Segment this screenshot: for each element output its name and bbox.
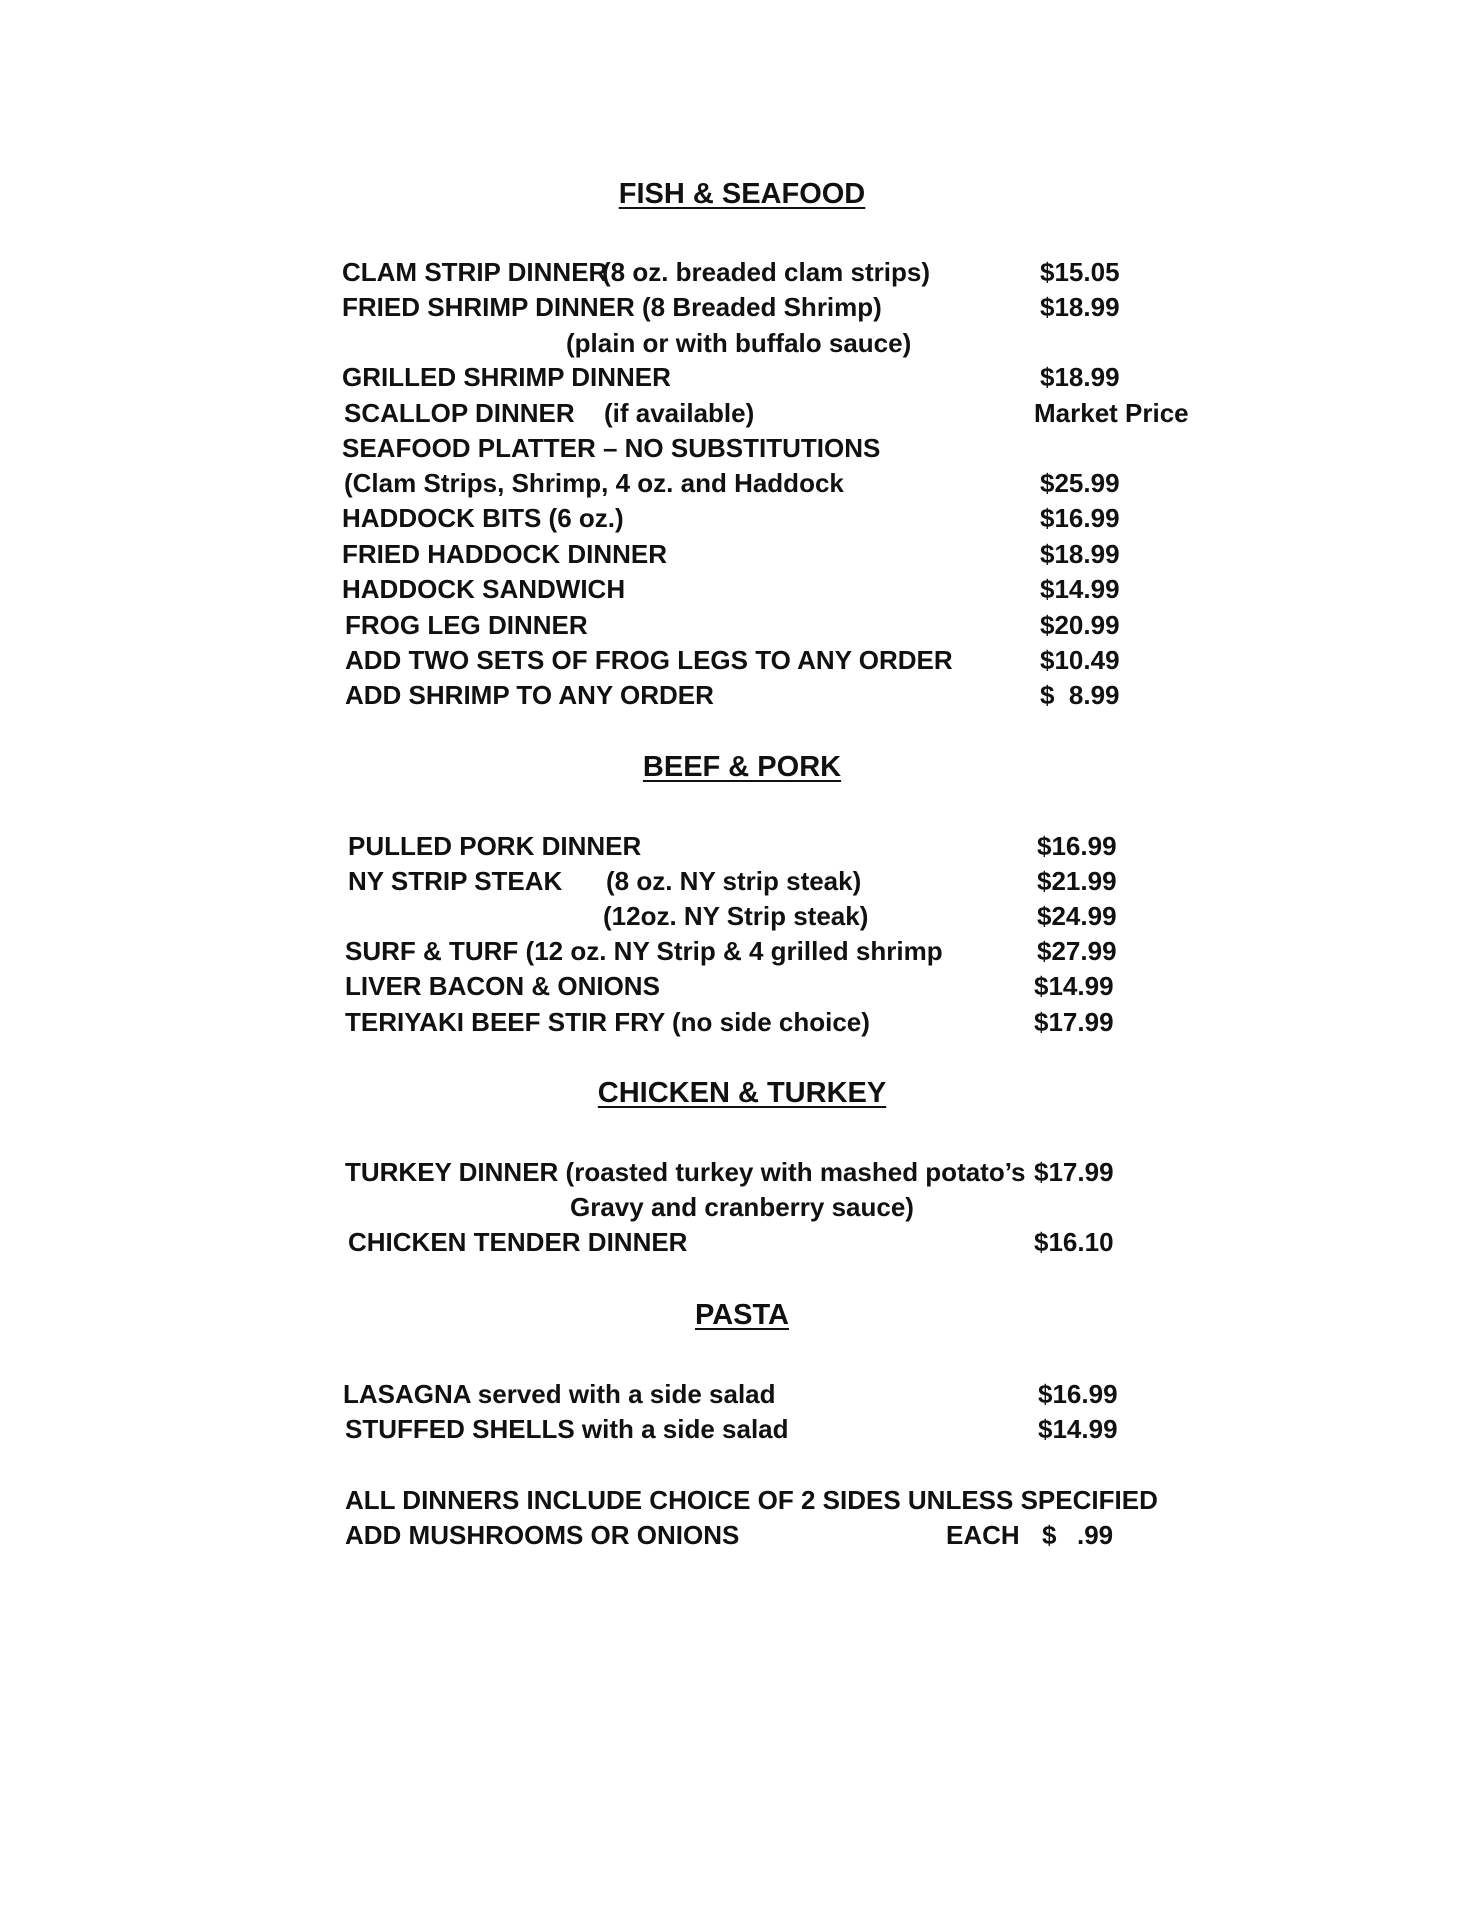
footer-addon-label: ADD MUSHROOMS OR ONIONS	[345, 1520, 740, 1550]
item-label: TERIYAKI BEEF STIR FRY (no side choice)	[345, 1007, 870, 1037]
item-price: $18.99	[1040, 292, 1120, 322]
item-price: $14.99	[1038, 1414, 1118, 1444]
item-price: $ 8.99	[1040, 680, 1120, 710]
section-title-beef-pork: BEEF & PORK	[642, 751, 842, 783]
item-label: ADD TWO SETS OF FROG LEGS TO ANY ORDER	[345, 645, 953, 675]
footer-addon-each: EACH	[946, 1520, 1020, 1550]
footer-sides-note: ALL DINNERS INCLUDE CHOICE OF 2 SIDES UNLESS SPECIFIED	[345, 1485, 1158, 1515]
item-label: FROG LEG DINNER	[345, 610, 588, 640]
item-price: Market Price	[1034, 398, 1189, 428]
item-price: $16.99	[1037, 831, 1117, 861]
item-note: (8 oz. breaded clam strips)	[602, 257, 930, 287]
item-price: $18.99	[1040, 362, 1120, 392]
item-note: (if available)	[604, 398, 755, 428]
item-price: $15.05	[1040, 257, 1120, 287]
item-label: FRIED HADDOCK DINNER	[342, 539, 667, 569]
item-price: $24.99	[1037, 901, 1117, 931]
item-label: SEAFOOD PLATTER – NO SUBSTITUTIONS	[342, 433, 881, 463]
footer-addon-price: .99	[1077, 1520, 1114, 1550]
item-label: CHICKEN TENDER DINNER	[348, 1227, 688, 1257]
item-price: $16.99	[1040, 503, 1120, 533]
item-label: SCALLOP DINNER	[344, 398, 575, 428]
item-price: $21.99	[1037, 866, 1117, 896]
item-note: Gravy and cranberry sauce)	[570, 1192, 914, 1222]
item-label: GRILLED SHRIMP DINNER	[342, 362, 671, 392]
item-label: FRIED SHRIMP DINNER (8 Breaded Shrimp)	[342, 292, 882, 322]
item-label: TURKEY DINNER (roasted turkey with mashed potato’s	[345, 1157, 1026, 1187]
item-price: $14.99	[1034, 971, 1114, 1001]
item-label: NY STRIP STEAK	[348, 866, 563, 896]
item-price: $10.49	[1040, 645, 1120, 675]
item-price: $16.10	[1034, 1227, 1114, 1257]
item-price: $20.99	[1040, 610, 1120, 640]
item-note: (plain or with buffalo sauce)	[566, 328, 912, 358]
item-price: $25.99	[1040, 468, 1120, 498]
footer-addon-currency: $	[1042, 1520, 1057, 1550]
item-price: $17.99	[1034, 1157, 1114, 1187]
item-label: LASAGNA served with a side salad	[343, 1379, 776, 1409]
item-price: $18.99	[1040, 539, 1120, 569]
item-label: ADD SHRIMP TO ANY ORDER	[345, 680, 714, 710]
item-label: SURF & TURF (12 oz. NY Strip & 4 grilled shrimp	[345, 936, 943, 966]
section-title-fish-seafood: FISH & SEAFOOD	[618, 178, 866, 210]
section-title-chicken-turkey: CHICKEN & TURKEY	[597, 1077, 887, 1109]
item-note: (8 oz. NY strip steak)	[606, 866, 862, 896]
item-note: (12oz. NY Strip steak)	[603, 901, 869, 931]
item-label: (Clam Strips, Shrimp, 4 oz. and Haddock	[344, 468, 844, 498]
item-price: $14.99	[1040, 574, 1120, 604]
item-label: HADDOCK BITS (6 oz.)	[342, 503, 624, 533]
item-price: $16.99	[1038, 1379, 1118, 1409]
item-label: STUFFED SHELLS with a side salad	[345, 1414, 789, 1444]
item-price: $17.99	[1034, 1007, 1114, 1037]
item-label: LIVER BACON & ONIONS	[345, 971, 660, 1001]
item-label: PULLED PORK DINNER	[348, 831, 642, 861]
item-label: HADDOCK SANDWICH	[342, 574, 626, 604]
item-label: CLAM STRIP DINNER	[342, 257, 608, 287]
item-price: $27.99	[1037, 936, 1117, 966]
section-title-pasta: PASTA	[695, 1299, 789, 1331]
